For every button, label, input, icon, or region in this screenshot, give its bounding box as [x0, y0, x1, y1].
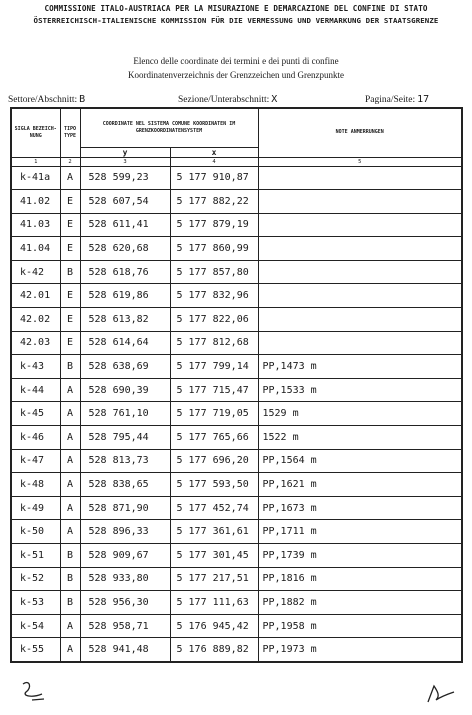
cell-x: 5 177 812,68: [170, 331, 258, 355]
cell-y: 528 620,68: [80, 237, 170, 261]
table-row: [11, 567, 462, 591]
cell-y: 528 619,86: [80, 284, 170, 308]
signature-left-mark: [20, 678, 50, 704]
pagina-label: Pagina/Seite:: [365, 95, 416, 105]
header-sigla: SIGLA BEZEICH- NUNG: [11, 108, 60, 157]
cell-sigla: k-53: [11, 591, 60, 615]
cell-tipo: E: [60, 284, 80, 308]
settore-value: B: [79, 94, 86, 105]
sezione-value: X: [271, 94, 278, 105]
header-coordinate: COORDINATE NEL SISTEMA COMUNE KOORDINATEN IM GRENZKOORDINATENSYSTEM: [80, 108, 258, 147]
cell-tipo: B: [60, 567, 80, 591]
cell-tipo: B: [60, 591, 80, 615]
cell-y: 528 813,73: [80, 449, 170, 473]
commission-title-italian: COMMISSIONE ITALO-AUSTRIACA PER LA MISURAZIONE E DEMARCAZIONE DEL CONFINE DI STATO: [44, 4, 428, 13]
cell-y: 528 638,69: [80, 355, 170, 379]
cell-sigla: k-42: [11, 260, 60, 284]
table-row: [11, 473, 462, 497]
cell-x: 5 177 822,06: [170, 308, 258, 332]
cell-sigla: 42.01: [11, 284, 60, 308]
cell-tipo: A: [60, 638, 80, 662]
col-index-2: 2: [60, 157, 80, 166]
cell-tipo: B: [60, 355, 80, 379]
cell-tipo: E: [60, 331, 80, 355]
cell-note: [258, 166, 462, 190]
cell-y: 528 613,82: [80, 308, 170, 332]
cell-y: 528 956,30: [80, 591, 170, 615]
cell-y: 528 607,54: [80, 190, 170, 214]
cell-note: [258, 308, 462, 332]
cell-note: PP,1533 m: [258, 378, 462, 402]
table-row: [11, 190, 462, 214]
cell-sigla: 42.02: [11, 308, 60, 332]
table-body: [11, 166, 462, 662]
table-row: [11, 544, 462, 568]
cell-sigla: k-54: [11, 614, 60, 638]
sezione-label: Sezione/Unterabschnitt:: [178, 95, 270, 105]
cell-y: 528 611,41: [80, 213, 170, 237]
cell-tipo: B: [60, 544, 80, 568]
cell-tipo: A: [60, 473, 80, 497]
cell-sigla: k-52: [11, 567, 60, 591]
cell-tipo: E: [60, 190, 80, 214]
cell-note: PP,1621 m: [258, 473, 462, 497]
cell-x: 5 177 217,51: [170, 567, 258, 591]
cell-y: 528 896,33: [80, 520, 170, 544]
signature-right-mark: [424, 682, 456, 706]
cell-tipo: B: [60, 260, 80, 284]
cell-x: 5 177 719,05: [170, 402, 258, 426]
cell-x: 5 177 593,50: [170, 473, 258, 497]
cell-x: 5 177 301,45: [170, 544, 258, 568]
cell-y: 528 761,10: [80, 402, 170, 426]
cell-note: [258, 190, 462, 214]
cell-note: PP,1739 m: [258, 544, 462, 568]
cell-sigla: k-41a: [11, 166, 60, 190]
cell-x: 5 177 882,22: [170, 190, 258, 214]
cell-x: 5 176 889,82: [170, 638, 258, 662]
settore-field: [8, 94, 85, 105]
cell-note: PP,1958 m: [258, 614, 462, 638]
cell-y: 528 690,39: [80, 378, 170, 402]
cell-y: 528 958,71: [80, 614, 170, 638]
cell-x: 5 177 879,19: [170, 213, 258, 237]
table-row: [11, 638, 462, 662]
cell-y: 528 871,90: [80, 496, 170, 520]
cell-x: 5 176 945,42: [170, 614, 258, 638]
cell-tipo: A: [60, 378, 80, 402]
table-row: [11, 426, 462, 450]
cell-note: PP,1673 m: [258, 496, 462, 520]
cell-tipo: A: [60, 402, 80, 426]
cell-x: 5 177 860,99: [170, 237, 258, 261]
cell-tipo: A: [60, 166, 80, 190]
cell-tipo: A: [60, 449, 80, 473]
cell-x: 5 177 765,66: [170, 426, 258, 450]
cell-y: 528 618,76: [80, 260, 170, 284]
cell-x: 5 177 361,61: [170, 520, 258, 544]
cell-sigla: k-45: [11, 402, 60, 426]
cell-note: PP,1711 m: [258, 520, 462, 544]
cell-sigla: k-44: [11, 378, 60, 402]
cell-sigla: k-46: [11, 426, 60, 450]
coordinates-table: [10, 107, 463, 663]
col-index-1: 1: [11, 157, 60, 166]
settore-label: Settore/Abschnitt:: [8, 95, 78, 105]
cell-x: 5 177 452,74: [170, 496, 258, 520]
cell-y: 528 795,44: [80, 426, 170, 450]
cell-note: 1529 m: [258, 402, 462, 426]
table-row: [11, 237, 462, 261]
cell-x: 5 177 696,20: [170, 449, 258, 473]
cell-sigla: 41.03: [11, 213, 60, 237]
header-y: y: [80, 147, 170, 157]
header-note: NOTE ANMERRUNGEN: [258, 108, 462, 157]
table-row: [11, 449, 462, 473]
document-subtitle-italian: Elenco delle coordinate dei termini e dei punti di confine: [133, 56, 339, 66]
table-row: [11, 402, 462, 426]
commission-title-german: ÖSTERREICHISCH-ITALIENISCHE KOMMISSION FÜR DIE VERMESSUNG UND VERMARKUNG DER STAATSGRENZE: [33, 16, 439, 25]
cell-note: [258, 237, 462, 261]
cell-sigla: k-50: [11, 520, 60, 544]
document-subtitle-german: Koordinatenverzeichnis der Grenzzeichen und Grenzpunkte: [128, 70, 344, 80]
cell-sigla: 42.03: [11, 331, 60, 355]
table-row: [11, 166, 462, 190]
cell-y: 528 614,64: [80, 331, 170, 355]
cell-note: 1522 m: [258, 426, 462, 450]
cell-tipo: E: [60, 308, 80, 332]
table-row: [11, 213, 462, 237]
cell-note: [258, 260, 462, 284]
signature-right: [424, 682, 456, 711]
cell-sigla: k-49: [11, 496, 60, 520]
header-tipo: TIPO TYPE: [60, 108, 80, 157]
cell-x: 5 177 715,47: [170, 378, 258, 402]
cell-sigla: 41.04: [11, 237, 60, 261]
cell-tipo: A: [60, 614, 80, 638]
cell-x: 5 177 832,96: [170, 284, 258, 308]
table-row: [11, 284, 462, 308]
cell-sigla: k-51: [11, 544, 60, 568]
cell-y: 528 599,23: [80, 166, 170, 190]
table-row: [11, 378, 462, 402]
cell-tipo: A: [60, 520, 80, 544]
cell-note: PP,1816 m: [258, 567, 462, 591]
sezione-field: [178, 94, 277, 105]
cell-x: 5 177 910,87: [170, 166, 258, 190]
cell-sigla: 41.02: [11, 190, 60, 214]
cell-x: 5 177 857,80: [170, 260, 258, 284]
col-index-3: 3: [80, 157, 170, 166]
table-row: [11, 591, 462, 615]
cell-x: 5 177 799,14: [170, 355, 258, 379]
cell-y: 528 838,65: [80, 473, 170, 497]
table-row: [11, 614, 462, 638]
signature-left: [20, 678, 50, 709]
cell-y: 528 909,67: [80, 544, 170, 568]
table-row: [11, 308, 462, 332]
cell-y: 528 941,48: [80, 638, 170, 662]
cell-sigla: k-55: [11, 638, 60, 662]
header-x: x: [170, 147, 258, 157]
cell-note: [258, 284, 462, 308]
cell-note: [258, 213, 462, 237]
table-row: [11, 520, 462, 544]
cell-note: PP,1973 m: [258, 638, 462, 662]
cell-note: [258, 331, 462, 355]
cell-sigla: k-47: [11, 449, 60, 473]
cell-tipo: E: [60, 213, 80, 237]
table-row: [11, 260, 462, 284]
cell-y: 528 933,80: [80, 567, 170, 591]
cell-note: PP,1882 m: [258, 591, 462, 615]
col-index-4: 4: [170, 157, 258, 166]
table-row: [11, 355, 462, 379]
cell-note: PP,1564 m: [258, 449, 462, 473]
cell-tipo: A: [60, 426, 80, 450]
cell-x: 5 177 111,63: [170, 591, 258, 615]
cell-sigla: k-43: [11, 355, 60, 379]
cell-sigla: k-48: [11, 473, 60, 497]
cell-note: PP,1473 m: [258, 355, 462, 379]
table-row: [11, 496, 462, 520]
table-row: [11, 331, 462, 355]
pagina-value: 17: [417, 94, 430, 105]
cell-tipo: E: [60, 237, 80, 261]
pagina-field: [365, 94, 429, 105]
col-index-5: 5: [258, 157, 462, 166]
cell-tipo: A: [60, 496, 80, 520]
